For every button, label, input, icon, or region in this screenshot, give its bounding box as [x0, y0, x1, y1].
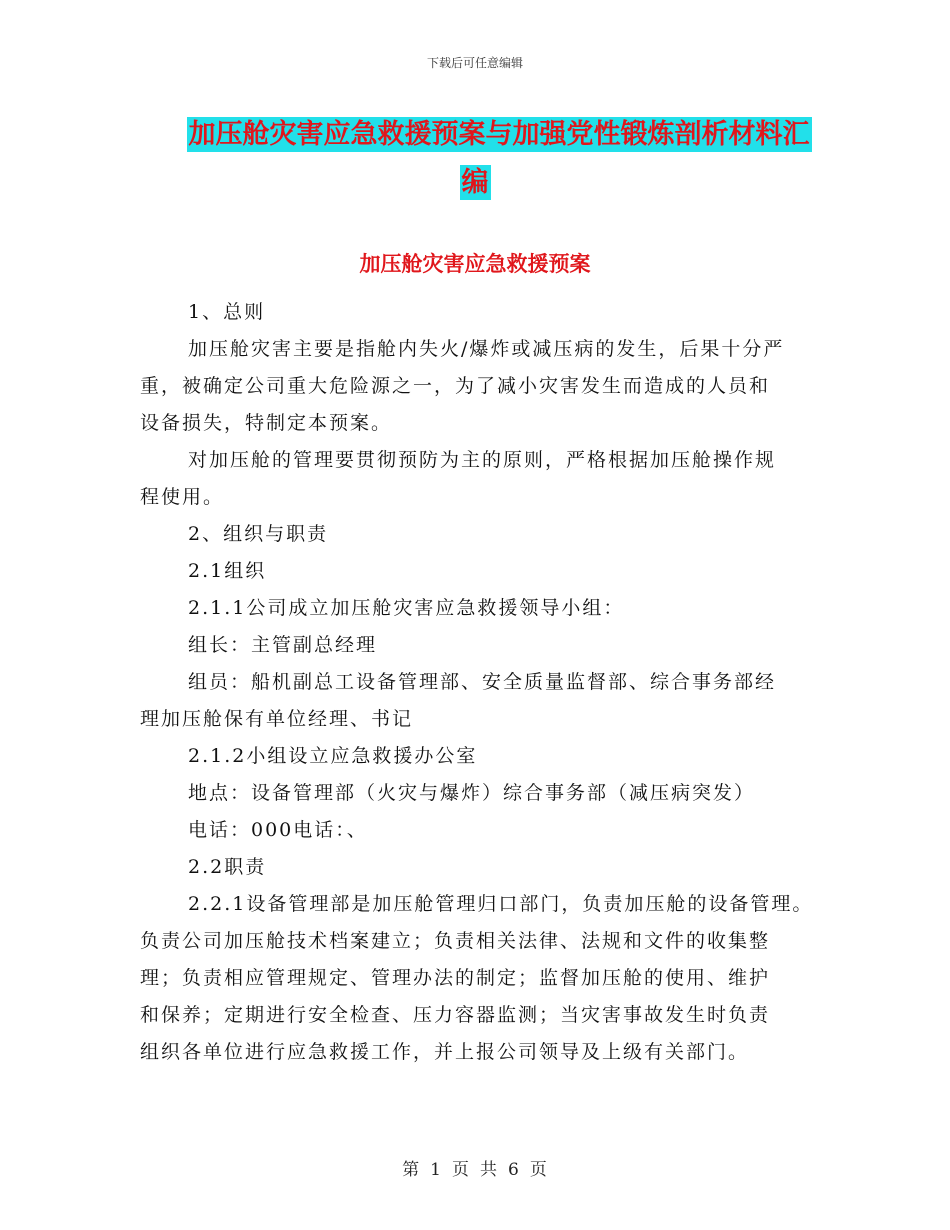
paragraph-line: 理；负责相应管理规定、管理办法的制定；监督加压舱的使用、维护	[140, 967, 771, 989]
paragraph-line: 2、组织与职责	[188, 523, 329, 545]
paragraph-line: 2.1组织	[188, 560, 267, 582]
footer-total-number: 6	[508, 1160, 520, 1180]
paragraph-line: 设备损失，特制定本预案。	[140, 412, 393, 434]
paragraph-line: 2.2职责	[188, 856, 267, 878]
paragraph-line: 组长：主管副总经理	[188, 634, 378, 656]
paragraph-line: 2.1.2小组设立应急救援办公室	[188, 745, 478, 767]
paragraph-line: 1、总则	[188, 301, 266, 323]
paragraph-line: 地点：设备管理部（火灾与爆炸）综合事务部（减压病突发）	[188, 782, 756, 804]
footer-page-word: 第	[402, 1160, 421, 1180]
paragraph	[140, 812, 830, 849]
paragraph	[140, 886, 830, 1071]
paragraph	[140, 294, 830, 331]
footer-page-number: 1	[430, 1160, 442, 1180]
paragraph	[140, 738, 830, 775]
paragraph	[140, 442, 830, 516]
paragraph-line: 加压舱灾害主要是指舱内失火/爆炸或减压病的发生，后果十分严	[188, 338, 785, 360]
paragraph	[140, 590, 830, 627]
body-text	[140, 294, 830, 1071]
header-note: 下载后可任意编辑	[426, 56, 523, 70]
footer-page-unit: 页	[452, 1160, 470, 1180]
paragraph-line: 电话：000电话：、	[188, 819, 368, 841]
paragraph-line: 2.2.1设备管理部是加压舱管理归口部门，负责加压舱的设备管理。	[188, 893, 814, 915]
document-title	[0, 112, 950, 206]
paragraph-line: 重，被确定公司重大危险源之一，为了减小灾害发生而造成的人员和	[140, 375, 771, 397]
document-title-line2: 编	[461, 167, 489, 198]
paragraph	[140, 775, 830, 812]
paragraph-line: 负责公司加压舱技术档案建立；负责相关法律、法规和文件的收集整	[140, 930, 771, 952]
paragraph	[140, 664, 830, 738]
paragraph-line: 2.1.1公司成立加压舱灾害应急救援领导小组：	[188, 597, 625, 619]
paragraph-line: 组织各单位进行应急救援工作，并上报公司领导及上级有关部门。	[140, 1041, 750, 1063]
paragraph	[140, 627, 830, 664]
paragraph-line: 程使用。	[140, 486, 225, 508]
paragraph-line: 理加压舱保有单位经理、书记	[140, 708, 414, 730]
paragraph-line: 和保养；定期进行安全检查、压力容器监测；当灾害事故发生时负责	[140, 1004, 771, 1026]
page-footer	[0, 1155, 950, 1180]
document-title-line1: 加压舱灾害应急救援预案与加强党性锻炼剖析材料汇	[188, 119, 810, 150]
paragraph-line: 组员：船机副总工设备管理部、安全质量监督部、综合事务部经	[188, 671, 777, 693]
paragraph	[140, 849, 830, 886]
paragraph-line: 对加压舱的管理要贯彻预防为主的原则，严格根据加压舱操作规	[188, 449, 777, 471]
paragraph	[140, 516, 830, 553]
paragraph	[140, 331, 830, 442]
footer-total-word: 共	[480, 1160, 498, 1180]
footer-total-unit: 页	[529, 1160, 548, 1180]
paragraph	[140, 553, 830, 590]
section-title: 加压舱灾害应急救援预案	[359, 252, 591, 276]
